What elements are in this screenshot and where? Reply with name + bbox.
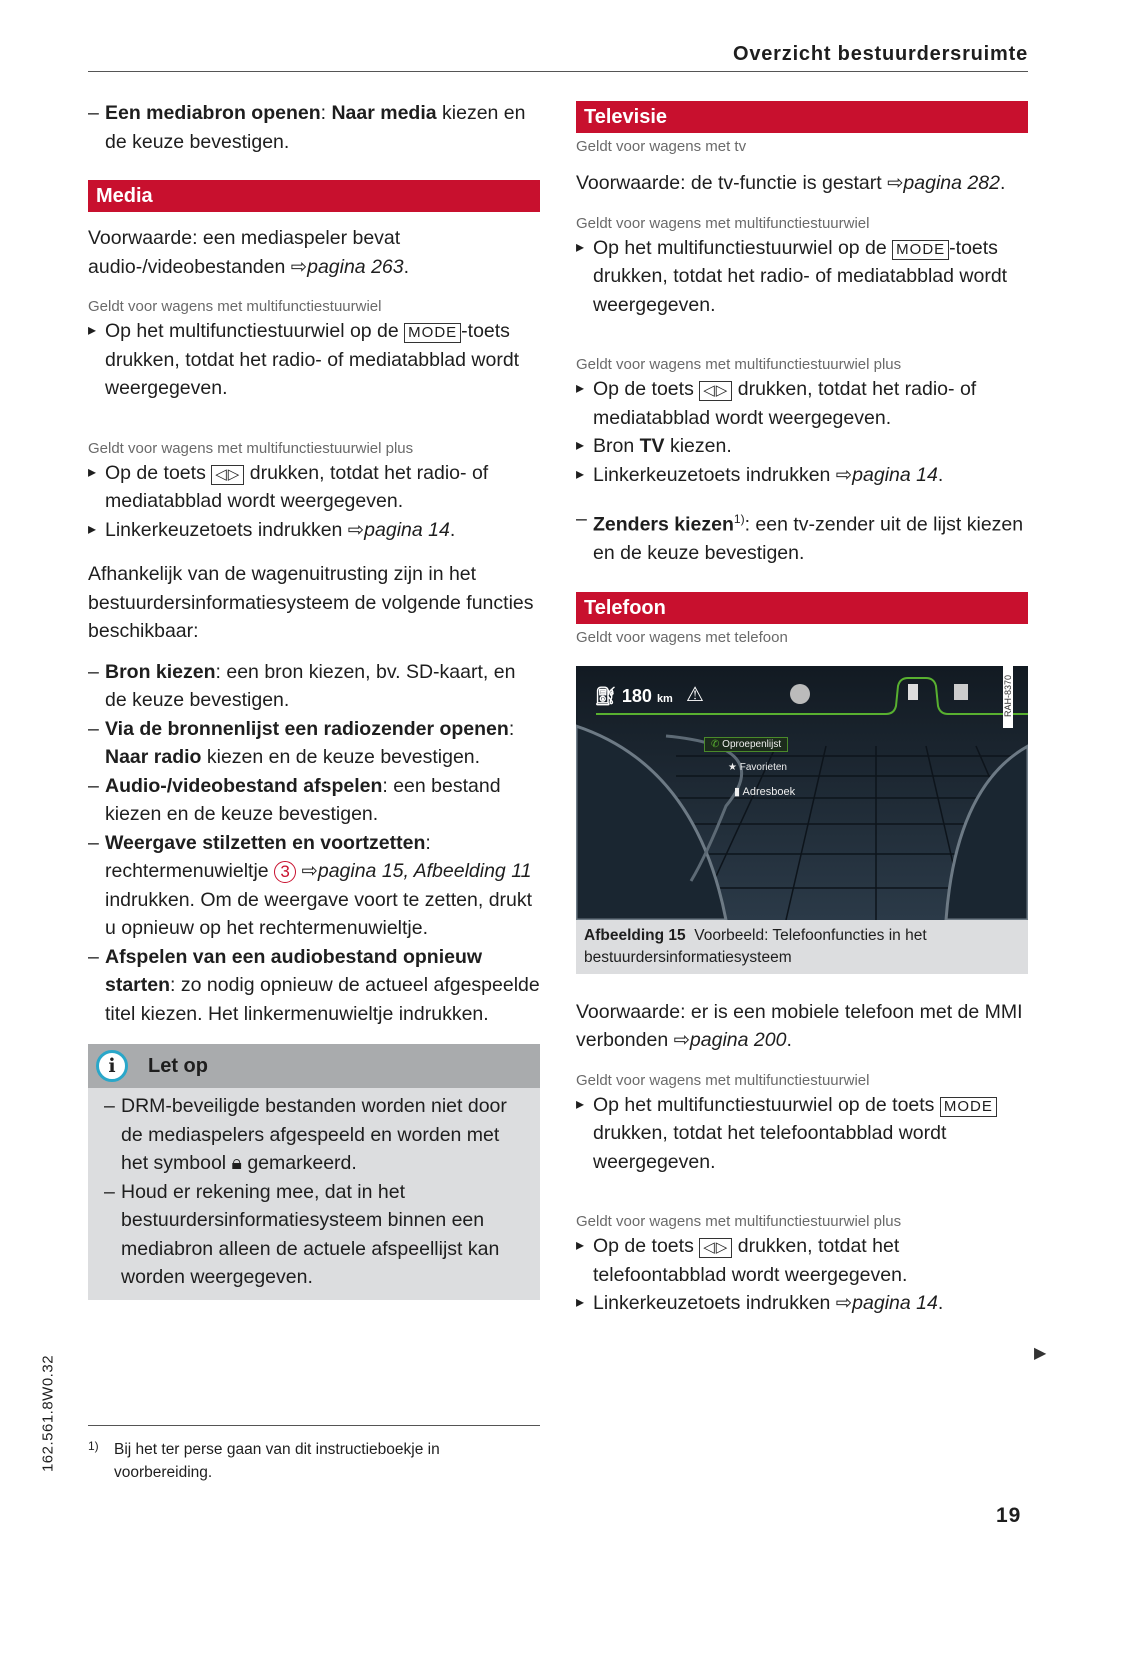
text-run: drukken, totdat het radio- of mediatabblad wordt weergegeven.: [593, 378, 977, 429]
note-header: [88, 1044, 540, 1088]
section-header-media: Media: [88, 180, 540, 212]
scope-note: Geldt voor wagens met multifunctiestuurwiel: [576, 1071, 870, 1089]
right-column: [576, 101, 1028, 1318]
instruction-step: [576, 461, 1028, 490]
text-run: .: [403, 255, 410, 278]
scope-note: Geldt voor wagens met multifunctiestuurwiel: [88, 298, 382, 315]
text-run: Op de toets: [593, 378, 700, 400]
text-run: Linkerkeuzetoets indrukken ⇨: [105, 518, 365, 541]
key-label: MODE: [940, 1097, 997, 1117]
scope-note: Geldt voor wagens met multifunctiestuurwiel plus: [576, 1213, 902, 1230]
text-run: Op de toets: [593, 1235, 700, 1257]
text-run: Op het multifunctiestuurwiel op de: [593, 236, 893, 259]
range-readout: [594, 686, 673, 707]
instruction-step: [576, 1232, 1028, 1289]
text-run: : een bron kiezen, bv. SD-kaart, en de keuze bevestigen.: [105, 660, 516, 711]
text-run: .: [786, 1029, 792, 1051]
text-run: DRM-beveiligde bestanden worden niet door de mediaspelers afgespeeld en worden met het symbool 🔒︎ gemarkeerd.: [121, 1095, 507, 1174]
instruction-step: [88, 516, 540, 545]
menu-label: Favorieten: [739, 761, 787, 773]
functions-list: [88, 658, 540, 1029]
phone-tab-icon: [908, 684, 918, 700]
text-run: Afspelen van een audiobestand opnieuw starten: [105, 945, 483, 996]
list-item: [88, 715, 540, 772]
list-item: [88, 772, 540, 829]
phone-icon: ✆: [711, 738, 723, 750]
text-run: kiezen.: [664, 435, 732, 457]
key-label: ◁▷: [699, 1238, 732, 1258]
text-run: .: [937, 1292, 944, 1314]
tv-steps: [576, 375, 1028, 489]
key-label: ◁▷: [211, 465, 244, 485]
text-run: indrukken. Om de weergave voort te zetten, drukt u opnieuw op het rechtermenuwieltje.: [105, 888, 533, 939]
text-run: Voorwaarde: een mediaspeler bevat audio-/videobestanden ⇨: [88, 227, 401, 278]
key-label: MODE: [404, 323, 461, 343]
text-run: :: [320, 102, 332, 124]
info-icon: i: [96, 1050, 128, 1082]
text-run: Voorwaarde: er is een mobiele telefoon met de MMI verbonden ⇨: [576, 1000, 1023, 1051]
instruction-step: [576, 234, 1028, 320]
text-run: .: [449, 518, 456, 541]
note-item: [104, 1178, 524, 1292]
text-run: pagina 15, Afbeelding 11: [317, 860, 532, 882]
text-run: Een mediabron openen: [105, 102, 321, 124]
text-run: Audio-/videobestand afspelen: [105, 774, 383, 797]
text-run: : zo nodig opnieuw de actueel afgespeelde titel kiezen. Het linkermenuwieltje indrukken.: [105, 974, 540, 1025]
text-run: Bron kiezen: [105, 660, 216, 683]
text-run: kiezen en de keuze bevestigen.: [105, 102, 526, 153]
list-item: [88, 658, 540, 715]
media-prerequisite: [88, 224, 540, 281]
footnote-mark: 1): [88, 1439, 99, 1453]
functions-intro: Afhankelijk van de wagenuitrusting zijn in het bestuurdersinformatiesysteem de volgende functies beschikbaar:: [88, 563, 534, 642]
continue-arrow-icon: ▶: [1034, 1345, 1047, 1362]
menu-label: Adresboek: [742, 785, 796, 798]
addressbook-icon: ▮: [734, 785, 743, 798]
text-run: kiezen en de keuze bevestigen.: [201, 746, 481, 768]
menu-item-adresboek: [734, 785, 795, 798]
page-number: 19: [996, 1504, 1022, 1527]
range-unit: km: [656, 692, 673, 705]
text-run: Weergave stilzetten en voortzetten: [105, 831, 426, 854]
left-column: [88, 99, 540, 1484]
text-run: : rechtermenuwieltje: [105, 831, 431, 882]
text-run: :: [508, 717, 515, 740]
text-run: : een bestand kiezen en de keuze bevestigen.: [105, 774, 501, 825]
footnote-text: Bij het ter perse gaan van dit instructieboekje in voorbereiding.: [114, 1441, 440, 1481]
key-label: MODE: [892, 240, 949, 260]
text-run: 1): [733, 512, 745, 526]
star-icon: ★: [728, 761, 740, 773]
list-item: [88, 943, 540, 1029]
instruction-step: [576, 1289, 1028, 1318]
phone-steps: [576, 1232, 1028, 1318]
text-run: pagina 14: [364, 518, 450, 541]
text-run: drukken, totdat het radio- of mediatabblad wordt weergegeven.: [105, 461, 489, 512]
menu-item-favorieten: [728, 762, 787, 773]
text-run: TV: [639, 435, 665, 457]
text-run: Naar radio: [105, 746, 202, 768]
text-run: pagina 14: [852, 1292, 938, 1314]
caption-label: Afbeelding 15: [584, 926, 686, 944]
footnote-area: [88, 1409, 540, 1484]
figure-caption: [576, 920, 1028, 974]
text-run: -toets drukken, totdat het radio- of mediatabblad wordt weergegeven.: [105, 320, 520, 399]
warning-icon: ⚠︎: [686, 683, 704, 706]
text-run: Bron: [593, 435, 640, 457]
text-run: pagina 282: [903, 172, 1000, 194]
list-item: [576, 505, 1028, 568]
text-run: Op het multifunctiestuurwiel op de: [105, 320, 405, 342]
range-value: 180: [621, 685, 652, 706]
text-run: pagina 200: [689, 1029, 787, 1051]
instruction-step: [88, 317, 540, 403]
note-box: [88, 1044, 540, 1300]
text-run: pagina 14: [852, 463, 938, 486]
text-run: Op de toets: [105, 461, 212, 484]
text-run: -toets drukken, totdat het radio- of mediatabblad wordt weergegeven.: [593, 236, 1008, 316]
text-run: Linkerkeuzetoets indrukken ⇨: [593, 463, 853, 486]
text-run: Op het multifunctiestuurwiel op de toets: [593, 1093, 940, 1116]
section-header-televisie: Televisie: [576, 101, 1028, 133]
footnote-rule: [88, 1425, 540, 1426]
document-code: 162.561.8W0.32: [39, 1354, 57, 1473]
caption-text: Voorbeeld: Telefoonfuncties in het bestuurdersinformatiesysteem: [584, 926, 927, 966]
fuel-icon: ⛽︎: [594, 685, 617, 706]
text-run: Zenders kiezen: [593, 513, 734, 536]
note-item: [104, 1092, 524, 1178]
section-header-telefoon: Telefoon: [576, 592, 1028, 624]
text-run: : een tv-zender uit de lijst kiezen en de keuze bevestigen.: [593, 513, 1024, 564]
scope-note: Geldt voor wagens met tv: [576, 138, 747, 155]
callout-number: 3: [274, 861, 296, 883]
figure-phone-display: [576, 666, 1028, 920]
text-run: Via de bronnenlijst een radiozender openen: [105, 717, 509, 740]
header-rule: [88, 71, 1028, 72]
note-title: Let op: [148, 1054, 208, 1077]
text-run: Voorwaarde: de tv-functie is gestart ⇨: [576, 172, 904, 194]
text-run: pagina 263: [307, 255, 404, 278]
text-run: drukken, totdat het telefoontabblad wordt weergegeven.: [593, 1235, 908, 1286]
text-run: Houd er rekening mee, dat in het bestuurdersinformatiesysteem binnen een mediabron alleen de actuele afspeellijst kan worden weergegeven.: [121, 1180, 500, 1288]
footnote: [88, 1438, 540, 1484]
phone-prerequisite: [576, 998, 1028, 1055]
instruction-step: [576, 1091, 1028, 1177]
text-run: .: [999, 172, 1006, 194]
key-label: ◁▷: [699, 381, 732, 401]
list-item: [88, 829, 540, 943]
text-run: Naar media: [331, 102, 437, 124]
tv-prerequisite: [576, 169, 1028, 198]
scope-note: Geldt voor wagens met multifunctiestuurwiel plus: [576, 356, 902, 373]
instruction-step: [88, 459, 540, 516]
settings-icon: [790, 684, 810, 704]
text-run: ⇨: [296, 860, 318, 882]
menu-label: Oproepenlijst: [722, 738, 782, 750]
text-run: drukken, totdat het telefoontabblad wordt weergegeven.: [593, 1122, 947, 1173]
running-header: Overzicht bestuurdersruimte: [732, 43, 1028, 65]
text-run: .: [937, 463, 944, 486]
figure-code: RAH-8370: [1003, 666, 1013, 728]
scope-note: Geldt voor wagens met multifunctiestuurwiel: [576, 214, 870, 232]
instruction-step: [576, 432, 1028, 461]
map-tab-icon: [954, 684, 968, 700]
scope-note: Geldt voor wagens met telefoon: [576, 628, 788, 646]
menu-item-oproepenlijst: [704, 737, 788, 752]
text-run: Linkerkeuzetoets indrukken ⇨: [593, 1292, 853, 1314]
intro-item: [88, 99, 540, 156]
scope-note: Geldt voor wagens met multifunctiestuurwiel plus: [88, 439, 414, 457]
instruction-step: [576, 375, 1028, 432]
